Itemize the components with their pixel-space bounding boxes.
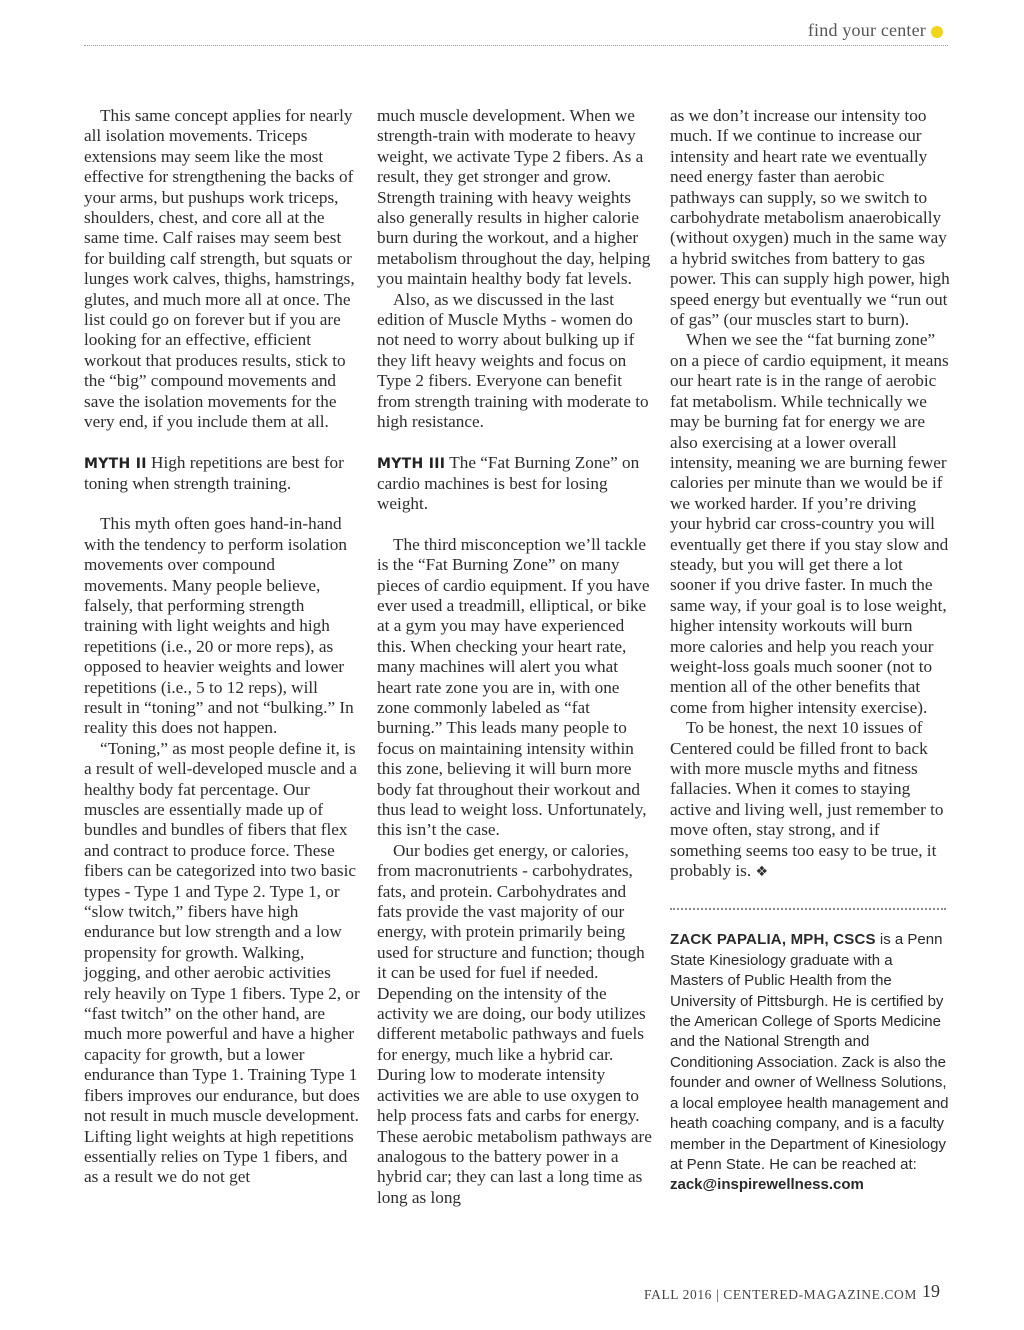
- author-email-link[interactable]: zack@inspirewellness.com: [670, 1176, 864, 1194]
- header-divider: [84, 45, 948, 46]
- footer-label: FALL 2016 | CENTERED-MAGAZINE.COM: [644, 1287, 917, 1302]
- myth-heading: [84, 453, 360, 495]
- myth-label: MYTH II: [84, 455, 147, 472]
- paragraph: “Toning,” as most people define it, is a result of well-developed muscle and a healthy body fat percentage. Our muscles are essentially made up of bundles and bundles of fibers that flex and contract to produce force. These fibers can be categorized into two basic types - Type 1 and Type 2. Type 1, or “slow twitch,” fibers have high endurance but low strength and a low propensity for growth. Walking, jogging, and other aerobic activities rely heavily on Type 1 fibers. Type 2, or “fast twitch” on the other hand, are much more powerful and have a higher capacity for growth, but a lower endurance than Type 1. Training Type 1 fibers improves our endurance, but does not result in much muscle development. Lifting light weights at high repetitions essentially relies on Type 1 fibers, and as a result we do not get: [84, 738, 360, 1187]
- yellow-dot-icon: [931, 26, 943, 38]
- bio-divider: [670, 908, 946, 910]
- article-column-3: [670, 106, 950, 1196]
- myth-statement: The “Fat Burning Zone” on cardio machines is best for losing weight.: [377, 452, 640, 514]
- page-number: 19: [922, 1281, 940, 1301]
- paragraph: much muscle development. When we strength-train with moderate to heavy weight, we activate Type 2 fibers. As a result, they get stronger and grow. Strength training with heavy weights also generally results in higher calorie burn during the workout, and a higher metabolism throughout the day, helping you maintain healthy body fat levels.: [377, 106, 651, 289]
- paragraph: This same concept applies for nearly all isolation movements. Triceps extensions may seem like the most effective for strengthening the backs of your arms, but pushups work triceps, shoulders, chest, and core all at the same time. Calf raises may seem best for building calf strength, but squats or lunges work calves, thighs, hamstrings, glutes, and much more all at once. The list could go on forever but if you are looking for an effective, efficient workout that produces results, stick to the “big” compound movements and save the isolation movements for the very end, if you include them at all.: [84, 106, 355, 432]
- end-mark-icon: ❖: [755, 864, 769, 881]
- paragraph: When we see the “fat burning zone” on a piece of cardio equipment, it means our heart rate is in the range of aerobic fat metabolism. While technically we may be burning fat for energy we are also exercising at a lower overall intensity, meaning we are burning fewer calories per minute than we would be if we worked harder. If you’re driving your hybrid car cross-country you will eventually get there if you stay slow and steady, but you will get there a lot sooner if you drive faster. In much the same way, if your goal is to lose weight, higher intensity workouts will burn more calories and help you reach your weight-loss goals much sooner (not to mention all of the other benefits that come from higher intensity exercise).: [670, 330, 949, 717]
- author-description: is a Penn State Kinesiology graduate with a Masters of Public Health from the University of Pittsburgh. He is certified by the American College of Sports Medicine and the National Strength and Conditioning Association. Zack is also the founder and owner of Wellness Solutions, a local employee health management and heath coaching company, and is a faculty member in the Department of Kinesiology at Penn State. He can be reached at:: [670, 931, 949, 1173]
- paragraph: Our bodies get energy, or calories, from macronutrients - carbohydrates, fats, and protein. Carbohydrates and fats provide the vast majority of our energy, with protein primarily being used for structure and function; though it can be used for fuel if needed. Depending on the intensity of the activity we are doing, our body utilizes different metabolic pathways and fuels for energy, much like a hybrid car. During low to moderate intensity activities we are able to use oxygen to help process fats and carbs for energy. These aerobic metabolism pathways are analogous to the battery power in a hybrid car; they can last a long time as long as long: [377, 840, 652, 1207]
- closing-text: To be honest, the next 10 issues of Centered could be filled front to back with more muscle myths and fitness fallacies. When it comes to staying active and living well, just remember to move often, stay strong, and if something seems too easy to be true, it probably is.: [670, 718, 944, 881]
- paragraph: [670, 718, 950, 882]
- paragraph: as we don’t increase our intensity too much. If we continue to increase our intensity and heart rate we eventually need energy faster than aerobic pathways can supply, so we switch to carbohydrate metabolism anaerobically (without oxygen) much in the same way a hybrid switches from battery to gas power. This can supply high power, high speed energy but eventually we “run out of gas” (our muscles start to burn).: [670, 106, 950, 330]
- paragraph: Also, as we discussed in the last edition of Muscle Myths - women do not need to worry about bulking up if they lift heavy weights and focus on Type 2 fibers. Everyone can benefit from strength training with moderate to high resistance.: [377, 289, 649, 432]
- myth-label: MYTH III: [377, 455, 446, 472]
- myth-heading: [377, 453, 653, 515]
- paragraph: The third misconception we’ll tackle is the “Fat Burning Zone” on many pieces of cardio equipment. If you have ever used a treadmill, elliptical, or bike at a gym you may have experienced this. When checking your heart rate, many machines will alert you what heart rate zone you are in, with one zone commonly labeled as “fat burning.” This leads many people to focus on maintaining intensity within this zone, believing it will burn more body fat throughout their workout and thus lead to weight loss. Unfortunately, this isn’t the case.: [377, 534, 650, 840]
- section-label: find your center: [807, 20, 926, 40]
- author-name: ZACK PAPALIA, MPH, CSCS: [670, 931, 876, 949]
- article-column-1: [84, 106, 360, 1188]
- paragraph: This myth often goes hand-in-hand with the tendency to perform isolation movements over compound movements. Many people believe, falsely, that performing strength training with light weights and high repetitions (i.e., 20 or more reps), as opposed to heavier weights and lower repetitions (i.e., 5 to 12 reps), will result in “toning” and not “bulking.” In reality this does not happen.: [84, 514, 354, 738]
- author-bio: [670, 930, 950, 1195]
- article-column-2: [377, 106, 653, 1208]
- myth-statement: High repetitions are best for toning when strength training.: [84, 452, 344, 493]
